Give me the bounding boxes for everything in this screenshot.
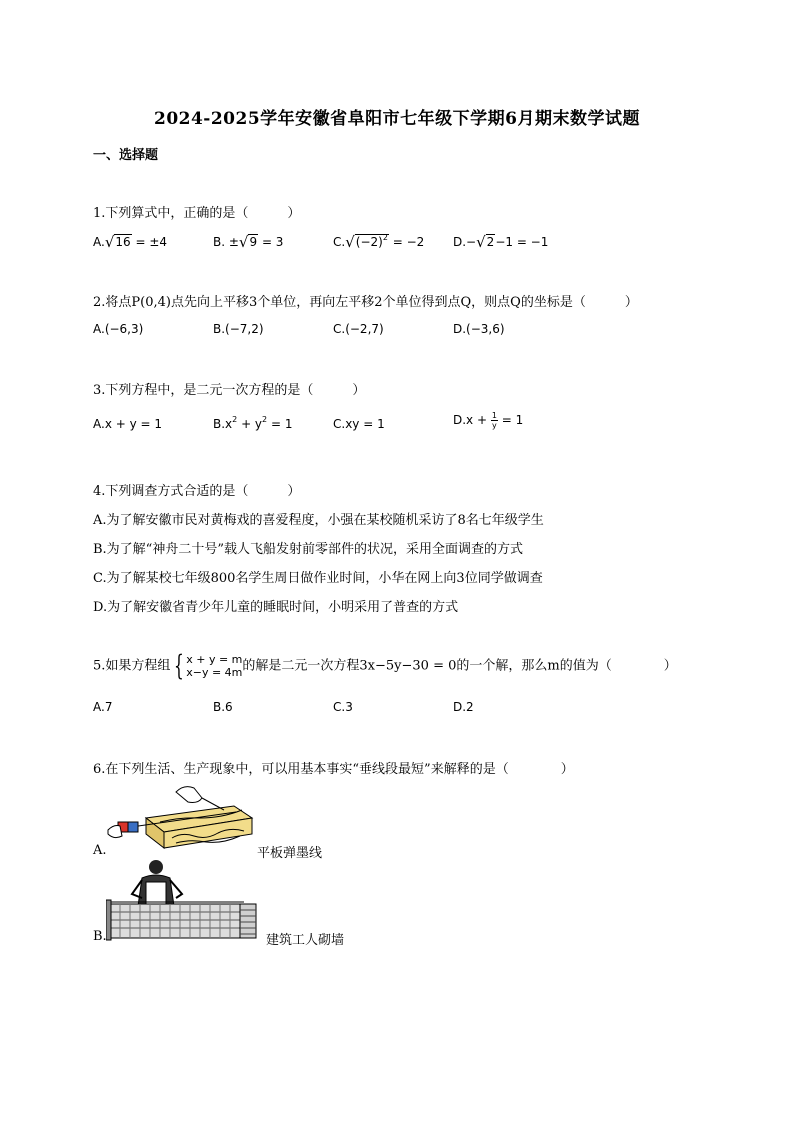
q5-option-c: C.3 [333,700,353,714]
question-6-stem: 6.在下列生活、生产现象中，可以用基本事实“垂线段最短”来解释的是（ ） [93,762,574,777]
q4-option-b: B.为了解“神舟二十号”载人飞船发射前零部件的状况，采用全面调查的方式 [93,542,523,557]
q1-option-b: B. ±√9 = 3 [213,233,284,251]
q2-option-b: B.(−7,2) [213,322,264,336]
q2-option-a: A.(−6,3) [93,322,144,336]
q6-option-a-caption: 平板弹墨线 [257,846,323,861]
question-3-stem: 3.下列方程中，是二元一次方程的是（ ） [93,383,366,398]
q5-option-d: D.2 [453,700,474,714]
q3-option-d: D.x + $\frac{1}{y}$ = 1 [453,411,524,430]
q3-option-b: $B.x^2 + y^2 = 1$ [213,415,293,431]
q3-option-c: C.xy = 1 [333,417,385,431]
q3-option-a: A.x + y = 1 [93,417,163,431]
q5-option-b: B.6 [213,700,233,714]
q1-option-a: A.√16 = ±4 [93,233,168,251]
q4-option-c: C.为了解某校七年级800名学生周日做作业时间，小华在网上向3位同学做调查 [93,571,543,586]
bricklaying-worker-illustration [106,858,258,942]
q4-option-a: A.为了解安徽市民对黄梅戏的喜爱程度，小强在某校随机采访了8名七年级学生 [93,513,544,528]
q6-option-b-label: B. [93,929,107,944]
q5-option-a: A.7 [93,700,113,714]
q2-option-d: D.(−3,6) [453,322,505,336]
section-heading: 一、选择题 [93,148,159,163]
question-2-stem: 2.将点P(0,4)点先向上平移3个单位，再向左平移2个单位得到点Q，则点Q的坐标是（ ） [93,295,638,310]
q1-option-c: $C.√(-2)^2 = -2$ [333,233,425,251]
question-4-stem: 4.下列调查方式合适的是（ ） [93,484,301,499]
page-title: 2024-2025学年安徽省阜阳市七年级下学期6月期末数学试题 [153,109,640,129]
q2-option-c: C.(−2,7) [333,322,384,336]
q4-option-d: D.为了解安徽省青少年儿童的睡眠时间，小明采用了普查的方式 [93,600,459,615]
question-1-stem: 1.下列算式中，正确的是（ ） [93,206,301,221]
board-chalk-line-illustration [104,784,254,856]
q1-option-d: D.−√2−1 = −1 [453,233,549,251]
question-5-stem: 5.如果方程组 { x + y = m x−y = 4m 的解是二元一次方程3x−5y−30 = 0的一个解，那么m的值为（ ） [93,649,677,682]
q6-option-a-label: A. [93,843,107,858]
q6-option-b-caption: 建筑工人砌墙 [266,933,345,948]
